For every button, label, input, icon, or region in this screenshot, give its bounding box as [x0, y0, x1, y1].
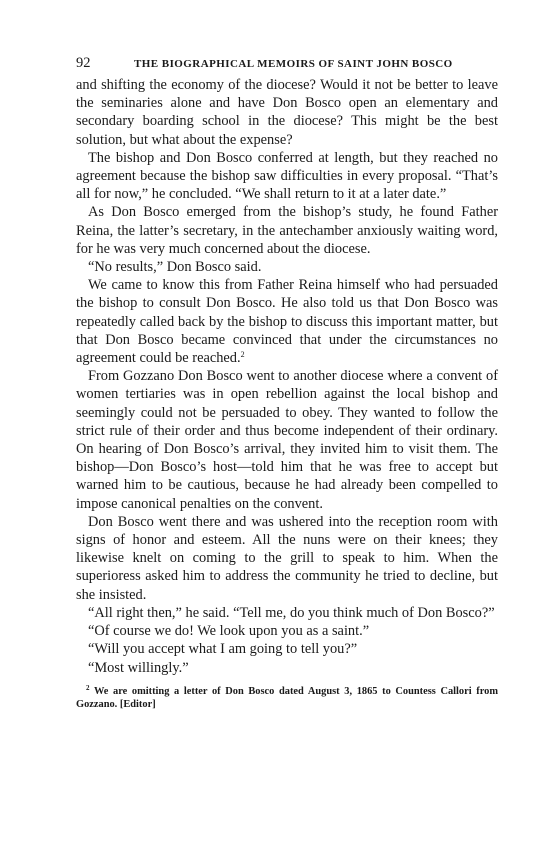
paragraph: “Most willingly.”: [88, 659, 189, 676]
paragraph-text: We came to know this from Father Reina himself who had persuaded the bishop to consult Don Bosco. He also told us that Don Bosco was repeatedly called back by the bishop to discuss this important matter, but that Don Bosco became convinced that under the circumstances no agreement could be reached.: [76, 277, 498, 367]
footnote: [76, 685, 498, 711]
paragraph: From Gozzano Don Bosco went to another diocese where a convent of women tertiaries was in open rebellion against the local bishop and seemingly could not be persuaded to obey. They wanted to follow the strict rule of their order and thus become independent of their ordinary. On hearing of Don Bosco’s arrival, they invited him to visit them. The bishop—Don Bosco’s host—told him that he was free to accept but warned him to be cautious, because he had already been compelled to impose canonical penalties on the convent.: [76, 368, 498, 512]
body-text: [76, 76, 498, 677]
footnote-text: We are omitting a letter of Don Bosco dated August 3, 1865 to Countess Callori from Gozzano. [Editor]: [76, 685, 498, 710]
paragraph: “All right then,” he said. “Tell me, do you think much of Don Bosco?”: [88, 604, 495, 621]
paragraph: and shifting the economy of the diocese? Would it not be better to leave the seminaries alone and have Don Bosco open an elementary and secondary boarding school in the diocese? This might be the best solution, but what about the expense?: [76, 77, 498, 148]
paragraph: As Don Bosco emerged from the bishop’s study, he found Father Reina, the latter’s secretary, in the antechamber anxiously waiting word, for he was very much concerned about the diocese.: [76, 204, 498, 257]
paragraph-with-footnote: [76, 276, 498, 367]
footnote-marker: 2: [86, 683, 90, 692]
running-title: THE BIOGRAPHICAL MEMOIRS OF SAINT JOHN BOSCO: [134, 58, 453, 70]
paragraph: Don Bosco went there and was ushered into the reception room with signs of honor and esteem. All the nuns were on their knees; they likewise knelt on coming to the grill to speak to him. When the superioress asked him to address the community he tried to decline, but she insisted.: [76, 513, 498, 603]
paragraph: “Will you accept what I am going to tell you?”: [88, 641, 358, 658]
footnote-reference[interactable]: 2: [240, 350, 245, 360]
paragraph: “Of course we do! We look upon you as a saint.”: [88, 623, 370, 640]
page-number: 92: [76, 55, 91, 71]
paragraph: The bishop and Don Bosco conferred at length, but they reached no agreement because the bishop saw difficulties in every proposal. “That’s all for now,” he concluded. “We shall return to it at a later date.”: [76, 149, 498, 203]
paragraph: “No results,” Don Bosco said.: [88, 259, 262, 276]
running-head: [76, 55, 498, 75]
